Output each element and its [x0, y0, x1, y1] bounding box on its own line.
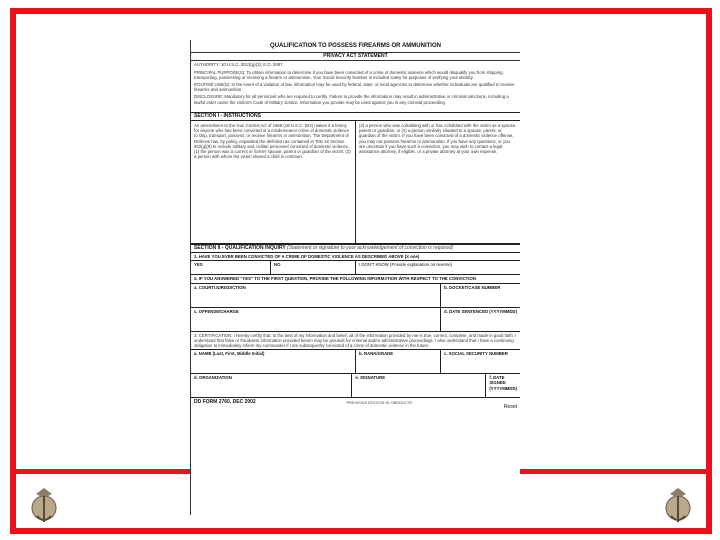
rank-grade-field[interactable]: b. RANK/GRADE [356, 350, 441, 373]
docket-number-field[interactable]: b. DOCKET/CASE NUMBER [444, 284, 501, 290]
authority: AUTHORITY: 10 U.S.C. 3013(g)(3); E.O. 9397. [194, 62, 284, 68]
date-signed-field[interactable]: f. DATE SIGNED (YYYYMMDD) [489, 375, 518, 391]
answer-no[interactable]: NO [271, 261, 356, 274]
section-2-heading [191, 244, 520, 253]
instructions-right: (3) a person who was cohabiting with or has cohabited with the victim as a spouse, parent or guardian; or (4) a person similarly situated to a spouse, parent, or guardian of the victim. If you have been convicted of a domestic violence offense, you may not possess firearms or ammunition. If you have any questions, or you are uncertain if you have such a conviction, you may wish to contact a legal assistance attorney, if eligible, or a private attorney at your own expense. [359, 123, 517, 155]
instructions-left: An amendment to the Gun Control Act of 1968 (18 U.S.C. 922) makes it a felony for anyone who has been convicted of a misdemeanor crime of domestic violence to ship, transport, possess, or receive firearms or ammunition. The Department of Defense has, by policy, expanded the definition as contained in Title 18 Section 922(g)(9) to include military and civilian personnel convicted of domestic violence. (1) the person was a current or former spouse, parent or guardian of the victim; (2) a person with whom the victim shared a child in common. [191, 121, 356, 243]
court-jurisdiction-field[interactable]: a. COURT/JURISDICTION [191, 284, 441, 307]
form-number: DD FORM 2760, DEC 2002 [194, 399, 256, 406]
privacy-act-title: PRIVACY ACT STATEMENT [191, 52, 520, 61]
disclosure: DISCLOSURE: Mandatory for all personnel who are required to certify. Failure to provide the information may result in administrative or criminal sanctions, including a lawful order under the Uniform Code of Military Justice. Information you provide may be used against you in any criminal proceeding. [194, 94, 509, 105]
eagle-globe-anchor-emblem-left [22, 482, 66, 526]
question-1: 1. HAVE YOU EVER BEEN CONVICTED OF A CRIME OF DOMESTIC VIOLENCE AS DESCRIBED ABOVE (X one) [194, 254, 420, 260]
organization-field[interactable]: d. ORGANIZATION [191, 374, 352, 397]
date-sentenced-field[interactable]: d. DATE SENTENCED (YYYYMMDD) [444, 308, 517, 314]
previous-edition-note: PREVIOUS EDITION IS OBSOLETE. [346, 400, 414, 406]
offense-charge-field[interactable]: c. OFFENSE/CHARGE [191, 308, 441, 331]
ssn-field[interactable]: c. SOCIAL SECURITY NUMBER [444, 351, 508, 357]
name-field[interactable]: a. NAME (Last, First, Middle Initial) [191, 350, 356, 373]
principal-purpose: PRINCIPAL PURPOSE(S): To obtain information to determine if you have been convicted of a crime of domestic violence which would disqualify you from shipping, transporting, possessing or receiving a firearm or ammunition. Your Social Security Number is included solely for purposes of verifying your identity. [194, 69, 504, 80]
section-1-heading: SECTION I - INSTRUCTIONS [191, 112, 520, 121]
section-2-title: SECTION II - QUALIFICATION INQUIRY [194, 245, 286, 252]
answer-dont-know[interactable]: I DON'T KNOW (Provide explanation on reverse) [359, 262, 453, 268]
section-2-note: (Statement or signature to your acknowledgement of conviction is required) [286, 245, 454, 252]
question-2: 2. IF YOU ANSWERED "YES" TO THE FIRST QUESTION, PROVIDE THE FOLLOWING INFORMATION WITH RESPECT TO THE CONVICTION [194, 276, 476, 282]
form-title: QUALIFICATION TO POSSESS FIREARMS OR AMMUNITION [270, 43, 441, 49]
routine-uses: ROUTINE USE(S): In the event of a violation of law, information may be used by federal, state, or local agencies to determine whether individuals are qualified to receive firearms and ammunition. [194, 82, 515, 93]
certification: 3. CERTIFICATION. I hereby certify that, to the best of my information and belief, all of the information provided by me is true, correct, complete, and made in good faith. I understand that false or fraudulent information provided herein may be grounds for criminal and/or administrative proceedings. I also understand that I have a continuing obligation to immediately inform my commander if I am subsequently convicted of a crime of domestic violence in the future. [194, 332, 517, 349]
reset-button[interactable]: Reset [503, 404, 517, 411]
signature-field[interactable]: e. SIGNATURE [352, 374, 486, 397]
dd-form-2760 [190, 40, 520, 515]
eagle-globe-anchor-emblem-right [656, 482, 700, 526]
answer-yes[interactable]: YES [191, 261, 271, 274]
